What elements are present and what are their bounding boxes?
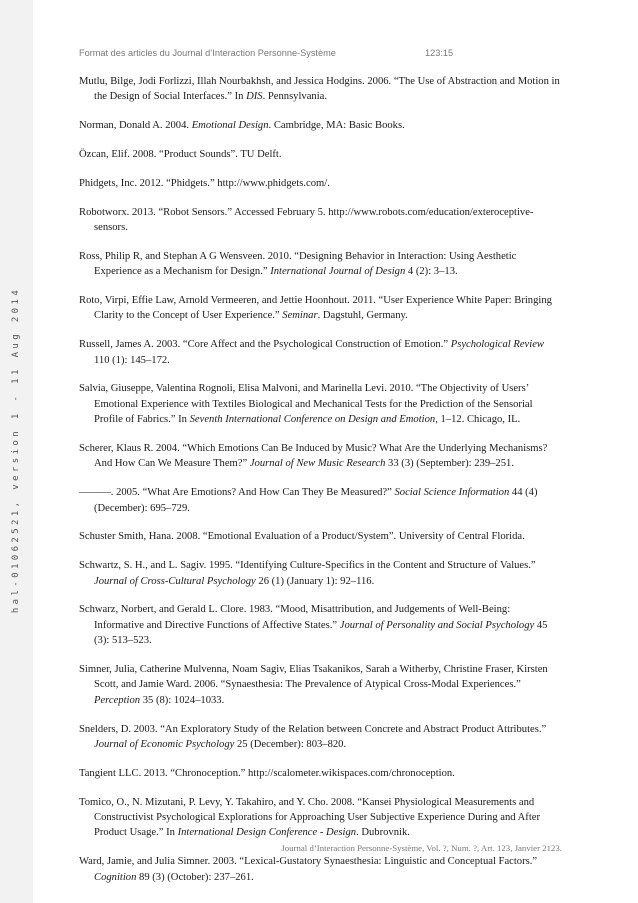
reference-text: Scherer, Klaus R. 2004. “Which Emotions Can Be Induced by Music? What Are the Underlying Mechanisms? And How Can We Measure Them?” <box>79 443 548 470</box>
reference-venue: Cognition <box>94 871 137 883</box>
reference-text: . Dagstuhl, Germany. <box>317 310 408 322</box>
reference-entry <box>79 558 561 589</box>
reference-venue: Social Science Information <box>394 487 510 499</box>
reference-venue: Emotional Design <box>191 120 269 132</box>
reference-venue: Psychological Review <box>450 339 544 351</box>
reference-venue: Perception <box>94 694 141 706</box>
reference-venue: DIS <box>246 91 263 103</box>
reference-text: 4 (2): 3–13. <box>405 266 458 278</box>
reference-text: Tangient LLC. 2013. “Chronoception.” http://scalometer.wikispaces.com/chronoception. <box>79 767 455 779</box>
reference-entry <box>79 381 561 427</box>
reference-text: Russell, James A. 2003. “Core Affect and the Psychological Construction of Emotion.” <box>79 339 451 351</box>
reference-entry <box>79 176 561 191</box>
running-title: Format des articles du Journal d’Interaction Personne-Système <box>79 48 336 58</box>
reference-venue: International Design Conference - Design <box>177 827 357 839</box>
reference-venue: Seminar <box>282 310 318 322</box>
reference-entry <box>79 766 561 781</box>
reference-text: Ward, Jamie, and Julia Simner. 2003. “Lexical-Gustatory Synaesthesia: Linguistic and Conceptual Factors.” <box>79 856 538 868</box>
hal-identifier: hal-01062521, version 1 - 11 Aug 2014 <box>11 286 21 614</box>
reference-text: 33 (3) (September): 239–251. <box>385 458 514 470</box>
reference-text: Snelders, D. 2003. “An Exploratory Study of the Relation between Concrete and Abstract Product Attributes.” <box>79 723 547 735</box>
reference-venue: Journal of Cross-Cultural Psychology <box>94 575 256 587</box>
reference-venue: Seventh International Conference on Design and Emotion <box>189 414 436 426</box>
reference-text: Ross, Philip R, and Stephan A G Wensveen. 2010. “Designing Behavior in Interaction: Using Aesthetic Experience as a Mechanism for Design.” <box>79 250 517 278</box>
reference-text: Mutlu, Bilge, Jodi Forlizzi, Illah Nourbakhsh, and Jessica Hodgins. 2006. “The Use of Abstraction and Motion in the Design of Social Interfaces.” In <box>79 76 560 103</box>
reference-text: Schuster Smith, Hana. 2008. “Emotional Evaluation of a Product/System”. University of Central Florida. <box>79 531 525 543</box>
reference-list <box>79 74 561 898</box>
reference-venue: Journal of Personality and Social Psychology <box>339 619 535 631</box>
reference-text: , 1–12. Chicago, IL. <box>435 414 521 426</box>
reference-venue: Journal of Economic Psychology <box>94 739 235 751</box>
reference-text: Özcan, Elif. 2008. “Product Sounds”. TU Delft. <box>79 149 282 160</box>
reference-text: Roto, Virpi, Effie Law, Arnold Vermeeren, and Jettie Hoonhout. 2011. “User Experience White Paper: Bringing Clarity to the Concept of User Experience.” <box>79 295 552 322</box>
reference-text: Norman, Donald A. 2004. <box>79 120 192 132</box>
reference-entry <box>79 485 561 516</box>
left-margin-strip <box>0 0 33 903</box>
reference-entry <box>79 249 561 280</box>
reference-text: 89 (3) (October): 237–261. <box>136 871 254 883</box>
reference-text: 35 (8): 1024–1033. <box>140 694 225 706</box>
reference-entry <box>79 118 561 133</box>
reference-entry <box>79 662 561 708</box>
reference-entry <box>79 337 561 368</box>
reference-entry <box>79 441 561 472</box>
reference-entry <box>79 722 561 753</box>
reference-entry <box>79 854 561 885</box>
reference-text: Tomico, O., N. Mizutani, P. Levy, Y. Takahiro, and Y. Cho. 2008. “Kansei Physiological Measurements and Constructivist Psychological Explorations for Approaching User Subjective Experience During and After Product Usage.” In <box>79 796 541 839</box>
reference-entry <box>79 74 561 105</box>
page-footer: Journal d’Interaction Personne-Système, Vol. ?, Num. ?, Art. 123, Janvier 2123. <box>281 843 562 853</box>
reference-text: . Cambridge, MA: Basic Books. <box>268 120 405 132</box>
reference-entry <box>79 602 561 648</box>
reference-venue: Journal of New Music Research <box>249 458 386 470</box>
reference-text: Robotworx. 2013. “Robot Sensors.” Accessed February 5. http://www.robots.com/education/exteroceptive-sensors. <box>79 206 534 233</box>
reference-text: 26 (1) (January 1): 92–116. <box>255 575 375 587</box>
reference-text: Schwartz, S. H., and L. Sagiv. 1995. “Identifying Culture-Specifics in the Content and Structure of Values.” <box>79 560 536 572</box>
reference-text: ———. 2005. “What Are Emotions? And How Can They Be Measured?” <box>79 487 395 499</box>
reference-venue: International Journal of Design <box>270 266 406 278</box>
reference-text: Salvia, Giuseppe, Valentina Rognoli, Elisa Malvoni, and Marinella Levi. 2010. “The Objectivity of Users’ Emotional Experience with Textiles Biological and Mechanical Tests for the Prediction of the Sensorial Profile of Fabrics.” In <box>79 383 533 426</box>
reference-text: Phidgets, Inc. 2012. “Phidgets.” http://www.phidgets.com/. <box>79 177 330 189</box>
reference-text: 25 (December): 803–820. <box>234 739 347 751</box>
reference-text: 110 (1): 145–172. <box>94 354 170 366</box>
reference-text: . Pennsylvania. <box>262 91 328 103</box>
reference-entry <box>79 293 561 324</box>
reference-text: 44 (4) (December): 695–729. <box>94 487 538 514</box>
page-number: 123:15 <box>425 48 454 58</box>
reference-entry <box>79 529 561 544</box>
reference-text: Schwarz, Norbert, and Gerald L. Clore. 1983. “Mood, Misattribution, and Judgements of Well-Being: Informative and Directive Functions of Affective States.” <box>79 604 511 631</box>
reference-entry <box>79 205 561 236</box>
reference-entry <box>79 147 561 162</box>
reference-text: Simner, Julia, Catherine Mulvenna, Noam Sagiv, Elias Tsakanikos, Sarah a Witherby, Christine Fraser, Kirsten Scott, and Jamie Ward. 2006. “Synaesthesia: The Prevalence of Atypical Cross-Modal Experiences.” <box>79 664 548 691</box>
reference-entry <box>79 795 561 841</box>
reference-text: . Dubrovnik. <box>356 827 410 839</box>
reference-text: 45 (3): 513–523. <box>94 619 548 647</box>
